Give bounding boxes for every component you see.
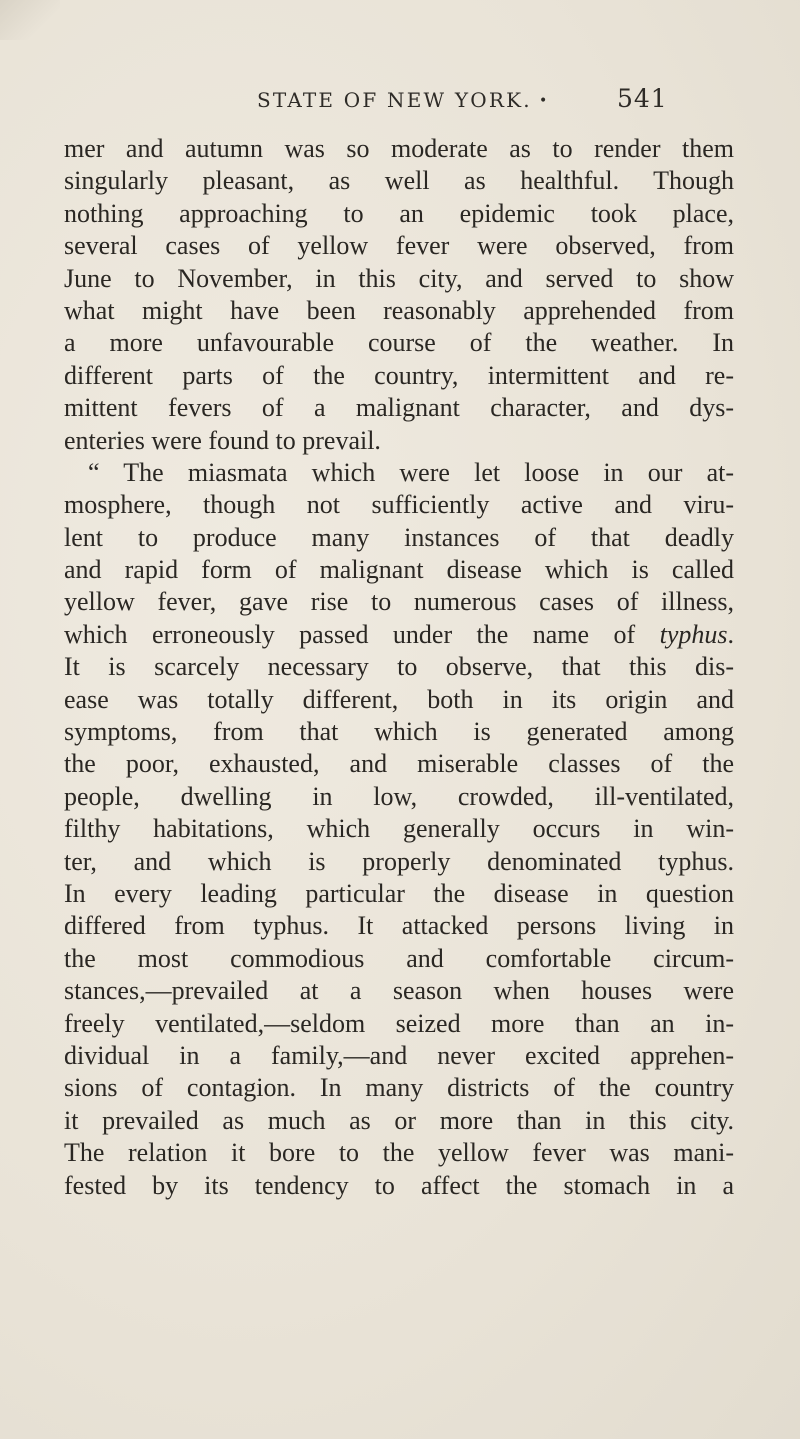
text-line: what might have been reasonably apprehended from [64, 295, 734, 325]
text-line: a more unfavourable course of the weather. In [64, 328, 734, 358]
body-text [64, 133, 734, 1202]
text-run: . [727, 619, 734, 649]
text-line: yellow fever, gave rise to numerous cases of illness, [64, 587, 734, 617]
text-line: The relation it bore to the yellow fever was mani- [64, 1138, 734, 1168]
text-line: dividual in a family,—and never excited apprehen- [64, 1040, 734, 1070]
text-line: singularly pleasant, as well as healthful. Though [64, 166, 734, 196]
text-line: stances,—prevailed at a season when houses were [64, 976, 734, 1006]
paragraph-1 [64, 133, 734, 457]
running-head: STATE OF NEW YORK. [257, 88, 532, 112]
page-header [257, 80, 668, 120]
text-line-with-italic [64, 619, 734, 651]
text-line: mittent fevers of a malignant character, and dys- [64, 393, 734, 423]
text-line: differed from typhus. It attacked persons living in [64, 911, 734, 941]
page-number: 541 [617, 84, 668, 113]
italic-term: typhus [659, 619, 728, 649]
text-line: and rapid form of malignant disease which is called [64, 555, 734, 585]
header-ornament: • [539, 93, 550, 109]
paragraph-2 [64, 457, 734, 1202]
text-line: different parts of the country, intermittent and re- [64, 360, 734, 390]
text-line: symptoms, from that which is generated among [64, 717, 734, 747]
text-line: ease was totally different, both in its origin and [64, 684, 734, 714]
text-run: which erroneously passed under the name of [64, 619, 660, 649]
page-corner-shadow [0, 0, 60, 40]
text-line: In every leading particular the disease in question [64, 878, 734, 908]
text-line: It is scarcely necessary to observe, that this dis- [64, 652, 734, 682]
text-line: June to November, in this city, and served to show [64, 263, 734, 293]
text-line: mer and autumn was so moderate as to render them [64, 134, 734, 163]
text-line: several cases of yellow fever were observed, from [64, 231, 734, 261]
text-line: the poor, exhausted, and miserable classes of the [64, 749, 734, 779]
text-line: the most commodious and comfortable circum- [64, 943, 734, 973]
text-line: it prevailed as much as or more than in this city. [64, 1105, 734, 1135]
text-line: “ The miasmata which were let loose in our at- [88, 457, 734, 487]
text-line: ter, and which is properly denominated typhus. [64, 846, 734, 876]
text-line: freely ventilated,—seldom seized more than an in- [64, 1008, 734, 1038]
text-line: enteries were found to prevail. [64, 425, 381, 455]
text-line: lent to produce many instances of that deadly [64, 522, 734, 552]
text-line: mosphere, though not sufficiently active and viru- [64, 490, 734, 520]
text-line: people, dwelling in low, crowded, ill-ventilated, [64, 781, 734, 811]
text-line: sions of contagion. In many districts of the country [64, 1073, 734, 1103]
text-line: filthy habitations, which generally occurs in win- [64, 814, 734, 844]
text-line: fested by its tendency to affect the stomach in a [64, 1170, 734, 1200]
text-line: nothing approaching to an epidemic took place, [64, 198, 734, 228]
